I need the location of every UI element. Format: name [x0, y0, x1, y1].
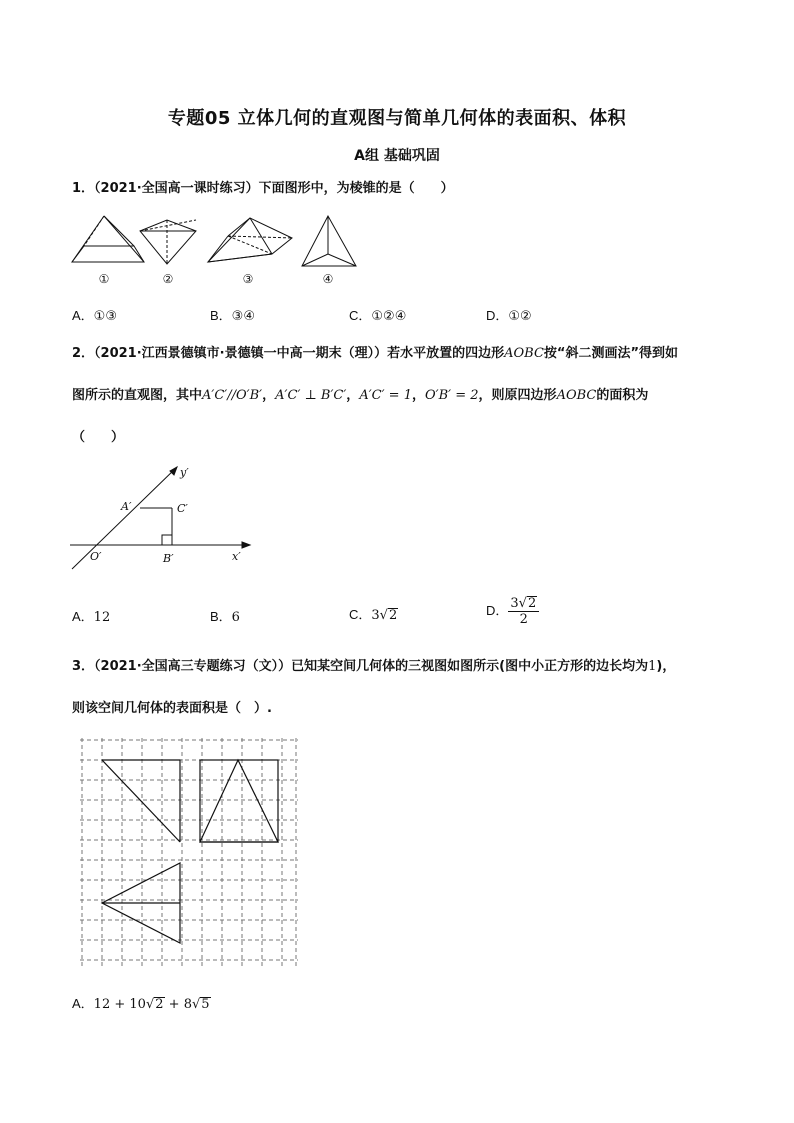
- pyramid-figure-2: [140, 220, 196, 264]
- figure-label-4: ④: [322, 272, 334, 286]
- q1-option-c[interactable]: C．①②④: [349, 308, 407, 324]
- fraction: $\frac{3√2}{2}$: [508, 596, 539, 627]
- q3-option-a[interactable]: A．12 + 10√2 + 8√5: [72, 996, 210, 1012]
- q2-option-c[interactable]: C．3√2: [349, 607, 398, 623]
- q2-oblique-figure: [66, 462, 266, 577]
- point-label-o: O′: [90, 550, 102, 563]
- q1-option-d[interactable]: D．①②: [486, 308, 532, 324]
- page-title: 专题05 立体几何的直观图与简单几何体的表面积、体积: [167, 108, 627, 129]
- figure-label-3: ③: [242, 272, 254, 286]
- dashed-grid: [80, 738, 298, 966]
- q2-option-a[interactable]: A．12: [72, 609, 111, 625]
- point-label-c: C′: [177, 502, 188, 515]
- question-3-stem-line2: 则该空间几何体的表面积是（ ）.: [72, 701, 272, 716]
- q1-pyramid-figures: [66, 210, 366, 290]
- q1-option-b[interactable]: B．③④: [210, 308, 255, 324]
- question-2-stem-line2: 图所示的直观图，其中A′C′//O′B′，A′C′ ⊥ B′C′，A′C′ = 1，O′B′ = 2，则原四边形AOBC的面积为: [72, 388, 649, 403]
- question-2-bracket: （ ）: [72, 430, 125, 445]
- point-label-a: A′: [121, 500, 132, 513]
- point-label-b: B′: [163, 552, 174, 565]
- q2-option-d[interactable]: D． $\frac{3√2}{2}$: [486, 596, 539, 627]
- question-2-stem-line1: 2．（2021·江西景德镇市·景德镇一中高一期末（理））若水平放置的四边形AOBC按“斜二测画法”得到如: [72, 346, 678, 361]
- side-view: [200, 760, 278, 842]
- q2-option-b[interactable]: B．6: [210, 609, 240, 625]
- pyramid-figure-1: [72, 216, 144, 262]
- figure-label-1: ①: [98, 272, 110, 286]
- question-1-stem: 1．（2021·全国高一课时练习）下面图形中，为棱锥的是（ ）: [72, 181, 454, 196]
- q3-three-view-figure: [80, 738, 300, 970]
- top-view: [102, 863, 180, 943]
- section-heading: A组 基础巩固: [354, 148, 440, 164]
- axis-label-x: x′: [232, 550, 241, 563]
- question-3-stem-line1: 3．（2021·全国高三专题练习（文））已知某空间几何体的三视图如图所示(图中小正方形的边长均为1)，: [72, 659, 676, 674]
- front-view: [102, 760, 180, 842]
- figure-label-2: ②: [162, 272, 174, 286]
- q1-option-a[interactable]: A．①③: [72, 308, 117, 324]
- axis-label-y: y′: [180, 466, 189, 479]
- pyramid-figure-3: [208, 218, 292, 262]
- pyramid-figure-4: [302, 216, 356, 266]
